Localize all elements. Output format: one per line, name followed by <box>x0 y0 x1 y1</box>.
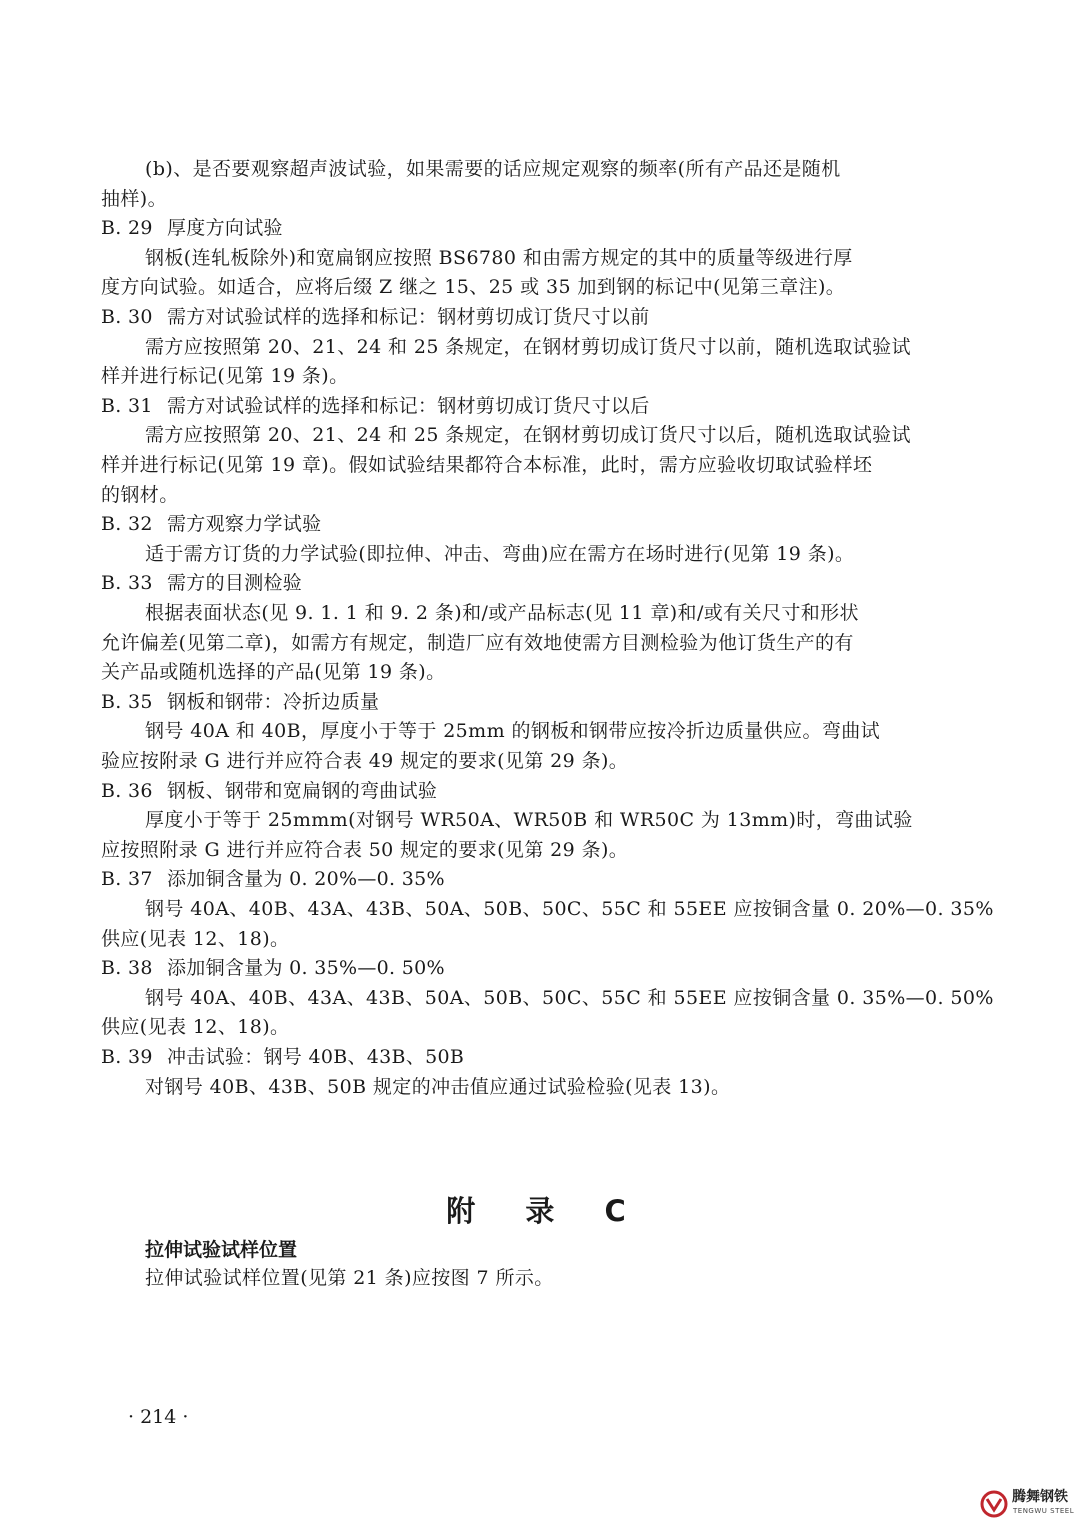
section-title: 钢板、钢带和宽扁钢的弯曲试验 <box>167 779 438 802</box>
paragraph-line: 允许偏差(见第二章)，如需方有规定，制造厂应有效地使需方目测检验为他订货生产的有 <box>101 631 854 654</box>
section-number: B. 38 <box>101 957 153 980</box>
section-number: B. 35 <box>101 690 153 713</box>
paragraph-line: 对钢号 40B、43B、50B 规定的冲击值应通过试验检验(见表 13)。 <box>145 1075 731 1098</box>
watermark-name-en: TENGWU STEEL <box>1013 1507 1075 1515</box>
section-heading <box>101 215 931 241</box>
paragraph-line: 样并进行标记(见第 19 条)。 <box>101 365 349 388</box>
section-title: 添加铜含量为 0. 35%—0. 50% <box>167 957 445 980</box>
section-number: B. 37 <box>101 868 153 891</box>
paragraph-line: 根据表面状态(见 9. 1. 1 和 9. 2 条)和/或产品标志(见 11 章)和/或有关尺寸和形状 <box>145 602 859 624</box>
section-heading <box>101 689 931 715</box>
paragraph-line: 供应(见表 12、18)。 <box>101 927 290 950</box>
section-heading <box>101 955 931 981</box>
paragraph-line: 应按照附录 G 进行并应符合表 50 规定的要求(见第 29 条)。 <box>101 838 629 861</box>
paragraph-line: 需方应按照第 20、21、24 和 25 条规定，在钢材剪切成订货尺寸以后，随机选取试验试 <box>145 424 911 447</box>
page-number: · 214 · <box>128 1406 189 1428</box>
section-number: B. 31 <box>101 394 153 417</box>
section-number: B. 33 <box>101 572 153 595</box>
paragraph-line: 度方向试验。如适合，应将后缀 Z 继之 15、25 或 35 加到钢的标记中(见第三章注)。 <box>101 276 846 299</box>
section-title: 厚度方向试验 <box>167 217 283 240</box>
paragraph-line: 抽样)。 <box>101 187 168 210</box>
watermark-name-cn: 腾舞钢铁 <box>1012 1489 1068 1505</box>
section-title: 需方对试验试样的选择和标记：钢材剪切成订货尺寸以前 <box>167 306 650 328</box>
appendix-c-subtitle: 拉伸试验试样位置 <box>145 1239 298 1261</box>
paragraph-line: 样并进行标记(见第 19 章)。假如试验结果都符合本标准，此时，需方应验收切取试验样坯 <box>101 454 873 476</box>
paragraph-line: 验应按附录 G 进行并应符合表 49 规定的要求(见第 29 条)。 <box>101 750 629 772</box>
paragraph-line: 钢号 40A 和 40B，厚度小于等于 25mm 的钢板和钢带应按冷折边质量供应。弯曲试 <box>145 720 881 743</box>
section-heading <box>101 570 931 596</box>
paragraph-line: 钢板(连轧板除外)和宽扁钢应按照 BS6780 和由需方规定的其中的质量等级进行厚 <box>145 246 853 269</box>
section-heading <box>101 393 931 419</box>
appendix-c-body: 拉伸试验试样位置(见第 21 条)应按图 7 所示。 <box>145 1267 554 1289</box>
section-title: 钢板和钢带：冷折边质量 <box>167 690 380 713</box>
section-heading <box>101 304 931 330</box>
section-title: 冲击试验：钢号 40B、43B、50B <box>167 1046 465 1068</box>
watermark-logo <box>980 1488 1084 1520</box>
paragraph-line: 需方应按照第 20、21、24 和 25 条规定，在钢材剪切成订货尺寸以前，随机选取试验试 <box>145 335 911 358</box>
appendix-c-title: 附 录 C <box>446 1194 646 1228</box>
paragraph-line: 适于需方订货的力学试验(即拉伸、冲击、弯曲)应在需方在场时进行(见第 19 条)。 <box>145 542 855 565</box>
section-heading <box>101 1044 931 1070</box>
section-heading <box>101 778 931 804</box>
paragraph-line: 钢号 40A、40B、43A、43B、50A、50B、50C、55C 和 55EE 应按铜含量 0. 20%—0. 35% <box>145 898 994 920</box>
section-heading <box>101 866 931 892</box>
paragraph-line: 钢号 40A、40B、43A、43B、50A、50B、50C、55C 和 55EE 应按铜含量 0. 35%—0. 50% <box>145 986 994 1009</box>
paragraph-line: 厚度小于等于 25mmm(对钢号 WR50A、WR50B 和 WR50C 为 13mm)时，弯曲试验 <box>145 809 913 832</box>
section-heading <box>101 511 931 537</box>
section-number: B. 32 <box>101 513 153 536</box>
section-title: 需方的目测检验 <box>167 572 303 595</box>
section-title: 添加铜含量为 0. 20%—0. 35% <box>167 868 445 891</box>
section-title: 需方对试验试样的选择和标记：钢材剪切成订货尺寸以后 <box>167 394 650 417</box>
section-number: B. 36 <box>101 779 153 802</box>
section-number: B. 30 <box>101 306 153 328</box>
paragraph-line: 关产品或随机选择的产品(见第 19 条)。 <box>101 661 446 684</box>
section-number: B. 29 <box>101 217 153 240</box>
paragraph-line: 供应(见表 12、18)。 <box>101 1016 290 1039</box>
paragraph-line: (b)、是否要观察超声波试验，如果需要的话应规定观察的频率(所有产品还是随机 <box>145 158 841 180</box>
paragraph-line: 的钢材。 <box>101 483 179 506</box>
tengwu-logo-icon <box>980 1490 1008 1518</box>
section-number: B. 39 <box>101 1046 153 1068</box>
section-title: 需方观察力学试验 <box>167 513 322 536</box>
